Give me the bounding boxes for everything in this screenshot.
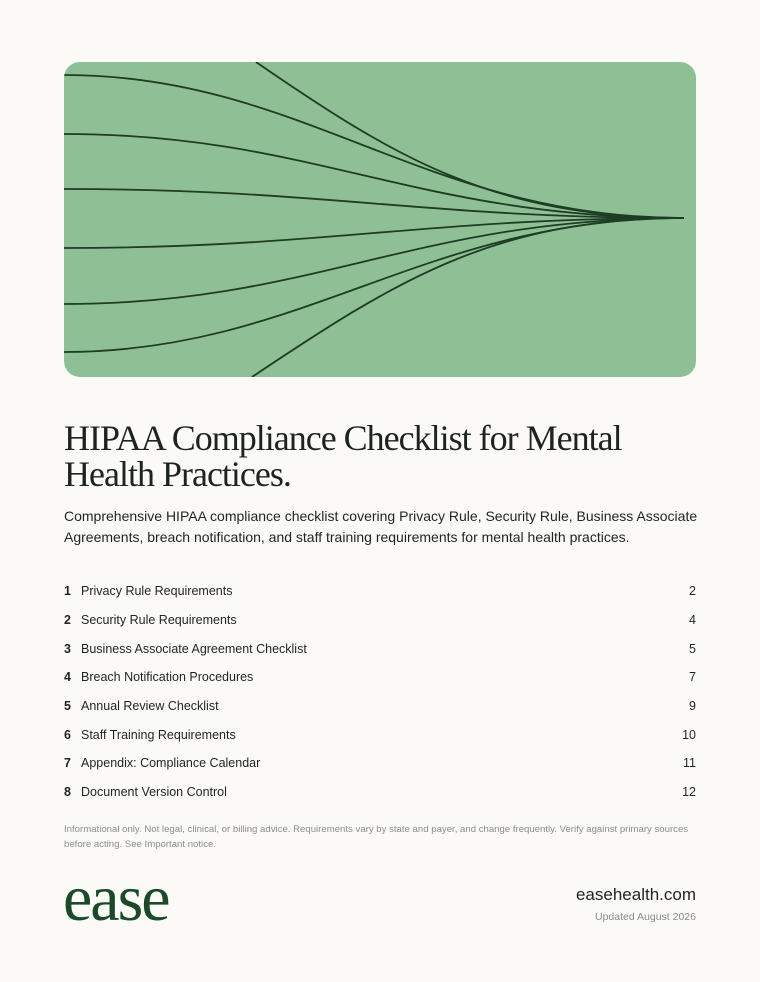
document-title: HIPAA Compliance Checklist for Mental Health Practices. [64, 418, 622, 494]
toc-item[interactable] [64, 606, 696, 635]
toc-label: Breach Notification Procedures [81, 670, 254, 685]
updated-date: Updated August 2026 [594, 911, 696, 923]
toc-number: 2 [64, 613, 71, 628]
hero-illustration [64, 62, 696, 377]
toc-item[interactable] [64, 634, 696, 663]
website-link[interactable]: easehealth.com [575, 885, 696, 904]
toc-page: 10 [682, 727, 696, 742]
toc-item[interactable] [64, 577, 696, 606]
toc-number: 6 [64, 727, 71, 742]
toc-label: Appendix: Compliance Calendar [81, 756, 261, 771]
toc-number: 1 [64, 584, 71, 599]
disclaimer-text: Informational only. Not legal, clinical, or billing advice. Requirements vary by state and payer, and change frequently. Verify against primary sources before acting. See Important notice. [64, 824, 689, 850]
toc-label: Business Associate Agreement Checklist [81, 641, 307, 656]
toc-item[interactable] [64, 663, 696, 692]
toc-label: Annual Review Checklist [81, 699, 219, 714]
toc-page: 4 [689, 613, 696, 628]
toc-item[interactable] [64, 778, 696, 807]
toc-number: 3 [64, 641, 71, 656]
hero-line [64, 218, 684, 352]
toc-page: 9 [689, 699, 696, 714]
toc-page: 2 [689, 584, 696, 599]
toc-item[interactable] [64, 749, 696, 778]
toc-page: 12 [682, 785, 696, 800]
ease-logo: ease [63, 862, 169, 935]
toc-number: 5 [64, 699, 71, 714]
hero-line [64, 75, 684, 218]
toc-page: 11 [683, 756, 696, 771]
converging-lines-icon [64, 62, 696, 377]
hero-line [256, 62, 684, 218]
toc-number: 7 [64, 756, 71, 771]
toc-page: 5 [689, 641, 696, 656]
toc-label: Privacy Rule Requirements [81, 584, 233, 599]
toc-label: Document Version Control [81, 785, 227, 800]
toc-label: Staff Training Requirements [81, 727, 236, 742]
toc-page: 7 [689, 670, 696, 685]
hero-line [64, 134, 684, 218]
hero-line [252, 218, 684, 377]
toc-item[interactable] [64, 720, 696, 749]
toc-number: 8 [64, 785, 71, 800]
hero-line [64, 218, 684, 304]
table-of-contents [64, 577, 696, 807]
toc-number: 4 [64, 670, 71, 685]
document-subtitle: Comprehensive HIPAA compliance checklist covering Privacy Rule, Security Rule, Business Associate Agreements, breach notification, and staff training requirements for mental health practices. [64, 508, 698, 545]
toc-label: Security Rule Requirements [81, 613, 237, 628]
toc-item[interactable] [64, 692, 696, 721]
